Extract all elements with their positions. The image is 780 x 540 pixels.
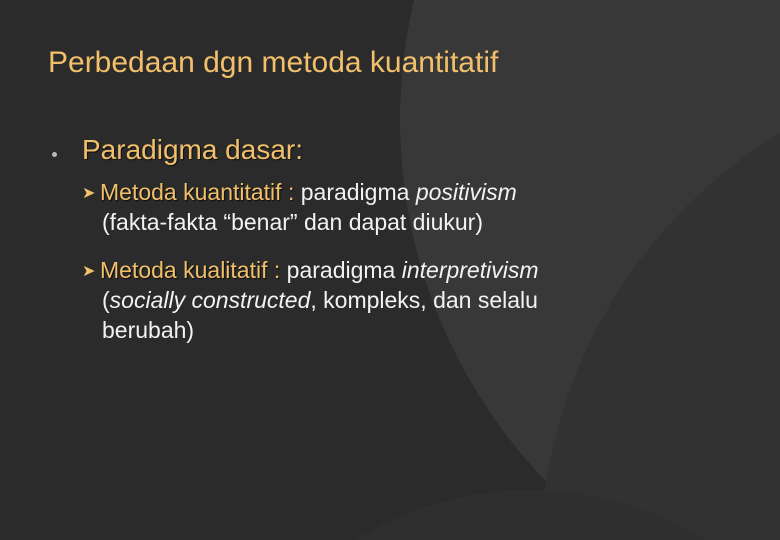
bullet-dot-icon [52,152,57,157]
qualitative-continuation [82,286,732,316]
quantitative-paradigm-item [82,178,732,238]
slide-title: Perbedaan dgn metoda kuantitatif [48,46,499,79]
socially-constructed-text: socially constructed [109,286,311,313]
quantitative-continuation: (fakta-fakta “benar” dan dapat diukur) [102,208,483,235]
quantitative-paradigm-text: paradigma [294,179,416,205]
positivism-text: positivism [415,179,517,205]
qualitative-last-line: berubah) [102,316,195,343]
right-arrow-icon: ➤ [82,185,96,202]
paradigma-heading: Paradigma dasar: [82,134,304,165]
complex-text: , kompleks, dan selalu [310,286,538,313]
qualitative-term: Metoda kualitatif : [100,257,281,283]
open-paren-text: ( [102,286,110,313]
quantitative-term: Metoda kuantitatif : [100,179,295,205]
right-arrow-icon: ➤ [82,263,96,280]
interpretivism-text: interpretivism [401,257,539,283]
qualitative-paradigm-text: paradigma [280,257,402,283]
qualitative-paradigm-item [82,256,732,346]
